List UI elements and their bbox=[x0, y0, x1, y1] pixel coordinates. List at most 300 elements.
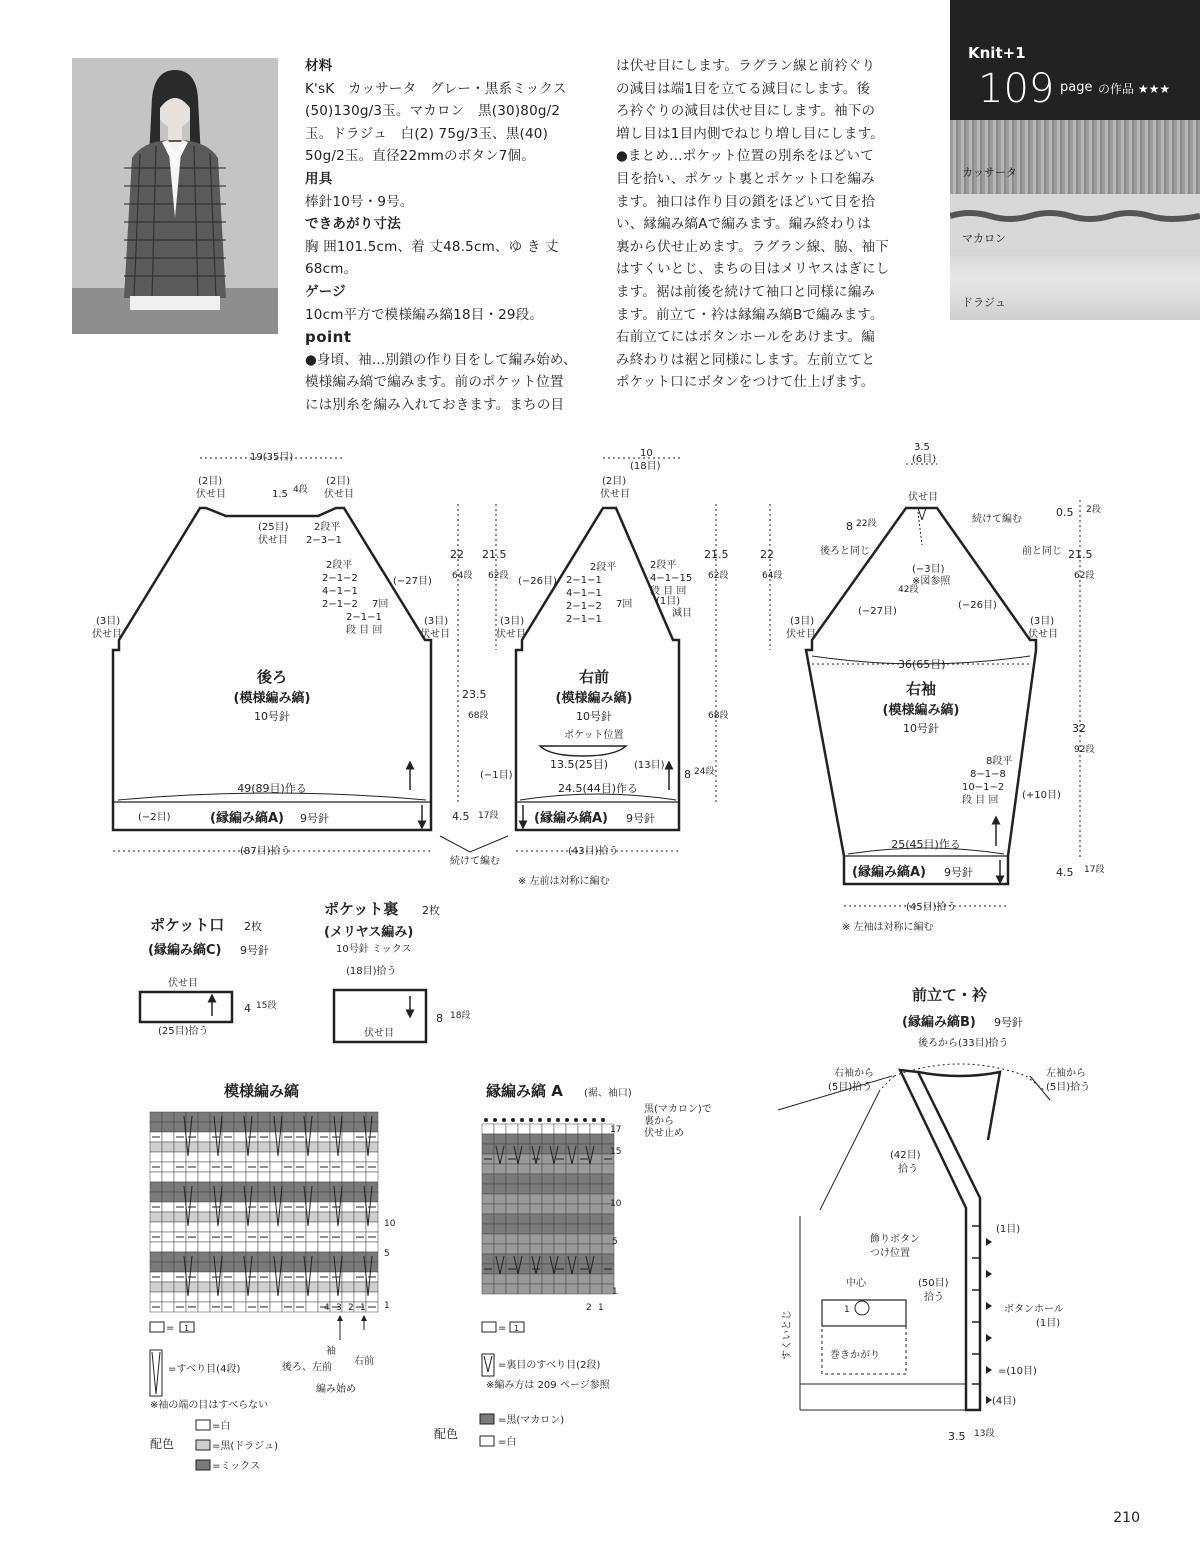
chart-cell bbox=[174, 1142, 186, 1152]
chart-cell bbox=[590, 1184, 602, 1194]
legend-label: =白 bbox=[498, 1437, 517, 1448]
chart-cell bbox=[494, 1174, 506, 1184]
materials-line: (50)130g/3玉。マカロン 黒(30)80g/2 bbox=[305, 103, 561, 120]
dim-label: (3目) bbox=[424, 616, 449, 627]
chart-cell bbox=[566, 1134, 578, 1144]
chart-cell bbox=[210, 1142, 222, 1152]
chart-cell bbox=[602, 1134, 614, 1144]
dim-label: 2−1−1 bbox=[566, 614, 602, 625]
chart-cell bbox=[602, 1214, 614, 1224]
chart-cell bbox=[222, 1172, 234, 1182]
dim-label: 後ろと同じ bbox=[820, 546, 870, 557]
chart-cell bbox=[270, 1292, 282, 1302]
chart-cell bbox=[578, 1234, 590, 1244]
chart-cell bbox=[506, 1164, 518, 1174]
chart-cell bbox=[494, 1284, 506, 1294]
chart-cell bbox=[258, 1152, 270, 1162]
dim-label: 19(35目) bbox=[250, 452, 294, 463]
back-piece bbox=[92, 451, 450, 857]
chart-cell bbox=[554, 1164, 566, 1174]
cast-on-label: 25(45目)作る bbox=[891, 838, 961, 851]
row-number: 5 bbox=[384, 1249, 390, 1259]
chart-cell bbox=[590, 1274, 602, 1284]
dim-label: (25目) bbox=[258, 522, 289, 533]
chart-cell bbox=[270, 1212, 282, 1222]
chart-cell bbox=[342, 1262, 354, 1272]
chart-cell bbox=[554, 1254, 566, 1264]
chart-cell bbox=[270, 1162, 282, 1172]
chart-cell bbox=[566, 1284, 578, 1294]
chart-cell bbox=[542, 1134, 554, 1144]
dim-label: (3目) bbox=[96, 616, 121, 627]
section-subtitle: (縁編み縞B) bbox=[902, 1015, 976, 1030]
chart-cell bbox=[506, 1254, 518, 1264]
dim-label: 前と同じ bbox=[1022, 546, 1062, 557]
chart-cell bbox=[270, 1232, 282, 1242]
dim-label: 64段 bbox=[452, 571, 473, 581]
dim-label: 右袖から bbox=[834, 1068, 874, 1079]
chart-cell bbox=[294, 1192, 306, 1202]
chart-cell bbox=[162, 1142, 174, 1152]
chart-cell bbox=[342, 1182, 354, 1192]
chart-cell bbox=[354, 1292, 366, 1302]
chart-cell bbox=[554, 1124, 566, 1134]
dim-label: (13目) bbox=[634, 760, 665, 771]
chart-cell bbox=[354, 1172, 366, 1182]
dim-label: つけ位置 bbox=[870, 1248, 910, 1259]
dim-label: (5目)拾う bbox=[828, 1082, 873, 1093]
piece-pattern: (模様編み縞) bbox=[882, 703, 960, 718]
chart-cell bbox=[198, 1282, 210, 1292]
section-title: ポケット口 bbox=[150, 916, 225, 934]
chart-cell bbox=[590, 1284, 602, 1294]
dim-label: (43目)拾う bbox=[568, 846, 619, 857]
chart-cell bbox=[246, 1192, 258, 1202]
chart-cell bbox=[150, 1152, 162, 1162]
chart-cell bbox=[354, 1262, 366, 1272]
chart-cell bbox=[354, 1222, 366, 1232]
chart-cell bbox=[494, 1124, 506, 1134]
section-title: 縁編み縞 A bbox=[486, 1082, 563, 1100]
dim-label: (−27目) bbox=[858, 606, 897, 617]
chart-cell bbox=[566, 1274, 578, 1284]
chart-cell bbox=[162, 1132, 174, 1142]
brand-label: Knit+1 bbox=[968, 44, 1026, 62]
bind-off-mark bbox=[511, 1118, 515, 1122]
chart-cell bbox=[198, 1302, 210, 1312]
chart-cell bbox=[590, 1224, 602, 1234]
chart-cell bbox=[554, 1284, 566, 1294]
gauge-heading: ゲージ bbox=[305, 283, 346, 300]
instruction-line: 裏から伏せ止めます。ラグラン線、脇、袖下 bbox=[616, 238, 889, 255]
chart-cell bbox=[150, 1172, 162, 1182]
chart-cell bbox=[354, 1122, 366, 1132]
chart-cell bbox=[162, 1282, 174, 1292]
dim-label: 21.5 bbox=[704, 548, 729, 561]
chart-cell bbox=[318, 1292, 330, 1302]
chart-cell bbox=[294, 1282, 306, 1292]
legend-label: =黒(ドラジュ) bbox=[212, 1441, 278, 1452]
chart-cell bbox=[210, 1242, 222, 1252]
cast-on-label: 24.5(44目)作る bbox=[557, 782, 639, 795]
point-line: には別糸を編み入れておきます。まちの目 bbox=[305, 396, 565, 413]
row-number: 1 bbox=[384, 1301, 390, 1311]
chart-cell bbox=[318, 1182, 330, 1192]
dim-label: ※図参照 bbox=[912, 576, 951, 587]
bind-off-mark bbox=[529, 1118, 533, 1122]
chart-cell bbox=[554, 1234, 566, 1244]
chart-cell bbox=[306, 1162, 318, 1172]
chart-cell bbox=[162, 1272, 174, 1282]
border-label: (縁編み縞A) bbox=[852, 865, 926, 880]
dim-label: (−3目) bbox=[912, 564, 945, 575]
chart-cell bbox=[482, 1274, 494, 1284]
chart-cell bbox=[530, 1134, 542, 1144]
chart-cell bbox=[294, 1152, 306, 1162]
chart-cell bbox=[494, 1184, 506, 1194]
dim-label: 段 目 回 bbox=[346, 625, 383, 636]
legend-label: =裏目のすべり目(2段) bbox=[498, 1360, 601, 1371]
dim-label: 15段 bbox=[256, 1001, 277, 1011]
chart-cell bbox=[530, 1184, 542, 1194]
chart-cell bbox=[318, 1282, 330, 1292]
chart-cell bbox=[234, 1142, 246, 1152]
tools-heading: 用具 bbox=[305, 170, 333, 187]
dim-label: 伏せ目 bbox=[92, 629, 122, 640]
dim-label: (25目)拾う bbox=[158, 1026, 209, 1037]
chart-cell bbox=[354, 1212, 366, 1222]
chart-cell bbox=[258, 1242, 270, 1252]
chart-cell bbox=[578, 1124, 590, 1134]
note-label: ※ 左袖は対称に編む bbox=[842, 922, 934, 933]
chart-cell bbox=[578, 1204, 590, 1214]
chart-cell bbox=[174, 1172, 186, 1182]
chart-cell bbox=[506, 1194, 518, 1204]
dim-label: 左袖から bbox=[1046, 1068, 1086, 1079]
chart-cell bbox=[354, 1142, 366, 1152]
chart-cell bbox=[162, 1302, 174, 1312]
chart-cell bbox=[186, 1242, 198, 1252]
chart-cell bbox=[566, 1224, 578, 1234]
chart-cell bbox=[518, 1124, 530, 1134]
chart-cell bbox=[234, 1282, 246, 1292]
chart-cell bbox=[354, 1192, 366, 1202]
chart-cell bbox=[482, 1184, 494, 1194]
chart-cell bbox=[542, 1274, 554, 1284]
chart-cell bbox=[234, 1172, 246, 1182]
yarn-label: カッサータ bbox=[962, 166, 1017, 179]
col-number: 1 bbox=[598, 1303, 604, 1313]
dim-label: 8 bbox=[684, 768, 691, 781]
dim-label: 3.5 bbox=[914, 442, 930, 453]
chart-cell bbox=[198, 1192, 210, 1202]
chart-cell bbox=[162, 1172, 174, 1182]
chart-cell bbox=[506, 1124, 518, 1134]
dim-label: 7回 bbox=[616, 599, 633, 610]
chart-cell bbox=[162, 1152, 174, 1162]
chart-cell bbox=[530, 1254, 542, 1264]
chart-cell bbox=[578, 1284, 590, 1294]
dim-label: 伏せ目 bbox=[196, 489, 226, 500]
chart-cell bbox=[342, 1132, 354, 1142]
chart-cell bbox=[366, 1262, 378, 1272]
chart-cell bbox=[258, 1172, 270, 1182]
chart-cell bbox=[318, 1122, 330, 1132]
chart-cell bbox=[506, 1174, 518, 1184]
dim-label: (−27目) bbox=[393, 576, 432, 587]
chart-cell bbox=[246, 1262, 258, 1272]
chart-cell bbox=[150, 1142, 162, 1152]
chart-cell bbox=[494, 1194, 506, 1204]
point-heading: point bbox=[305, 328, 352, 347]
dim-label: 4 bbox=[244, 1002, 251, 1015]
chart-cell bbox=[234, 1122, 246, 1132]
chart-cell bbox=[258, 1122, 270, 1132]
chart-cell bbox=[530, 1284, 542, 1294]
legend-heading: 配色 bbox=[150, 1437, 175, 1451]
chart-cell bbox=[282, 1172, 294, 1182]
dim-label: 92段 bbox=[1074, 745, 1095, 755]
dim-label: (1目) bbox=[996, 1224, 1021, 1235]
chart-cell bbox=[542, 1184, 554, 1194]
chart-cell bbox=[530, 1244, 542, 1254]
bind-off-mark bbox=[538, 1118, 542, 1122]
right-front-piece bbox=[440, 448, 714, 887]
chart-cell bbox=[506, 1224, 518, 1234]
chart-cell bbox=[578, 1174, 590, 1184]
chart-cell bbox=[318, 1152, 330, 1162]
dim-label: 飾りボタン bbox=[870, 1234, 920, 1245]
difficulty-rating: の作品 ★★★ bbox=[1098, 82, 1171, 96]
chart-cell bbox=[234, 1202, 246, 1212]
chart-cell bbox=[270, 1182, 282, 1192]
instruction-line: は伏せ目にします。ラグラン線と前衿ぐり bbox=[616, 58, 876, 74]
chart-cell bbox=[246, 1242, 258, 1252]
chart-cell bbox=[518, 1134, 530, 1144]
chart-cell bbox=[578, 1274, 590, 1284]
chart-cell bbox=[282, 1262, 294, 1272]
dim-label: 23.5 bbox=[462, 688, 487, 701]
chart-cell bbox=[222, 1152, 234, 1162]
chart-cell bbox=[270, 1302, 282, 1312]
chart-cell bbox=[366, 1122, 378, 1132]
chart-cell bbox=[518, 1274, 530, 1284]
chart-cell bbox=[342, 1222, 354, 1232]
chart-cell bbox=[246, 1122, 258, 1132]
materials-heading: 材料 bbox=[305, 58, 333, 74]
chart-cell bbox=[506, 1214, 518, 1224]
dim-label: (18目)拾う bbox=[346, 966, 397, 977]
piece-needle: 10号針 bbox=[254, 710, 290, 723]
chart-cell bbox=[306, 1172, 318, 1182]
chart-cell bbox=[210, 1152, 222, 1162]
front-band-collar bbox=[778, 986, 1090, 1443]
dim-label: (3目) bbox=[790, 616, 815, 627]
border-needle: 9号針 bbox=[944, 866, 973, 879]
chart-label: 編み始め bbox=[316, 1384, 356, 1395]
chart-cell bbox=[518, 1184, 530, 1194]
chart-cell bbox=[222, 1252, 234, 1262]
page-number: 210 bbox=[1113, 1510, 1140, 1526]
legend-label: = bbox=[166, 1323, 175, 1334]
dim-label: (−26目) bbox=[958, 600, 997, 611]
dim-label: 4段 bbox=[293, 485, 308, 495]
chart-cell bbox=[518, 1194, 530, 1204]
dim-label: 2−1−1 bbox=[346, 612, 382, 623]
chart-cell bbox=[222, 1182, 234, 1192]
border-needle: 9号針 bbox=[300, 812, 329, 825]
dim-label: ボタンホール bbox=[1004, 1304, 1064, 1315]
legend-label: =白 bbox=[212, 1421, 231, 1432]
legend-label: =すべり目(4段) bbox=[168, 1364, 241, 1375]
chart-cell bbox=[602, 1184, 614, 1194]
chart-label: 裏から bbox=[644, 1116, 674, 1127]
row-number: 10 bbox=[610, 1199, 622, 1209]
chart-cell bbox=[542, 1174, 554, 1184]
chart-cell bbox=[482, 1174, 494, 1184]
chart-cell bbox=[590, 1204, 602, 1214]
piece-title: 右袖 bbox=[905, 680, 937, 698]
chart-cell bbox=[542, 1224, 554, 1234]
chart-cell bbox=[578, 1184, 590, 1194]
chart-cell bbox=[318, 1112, 330, 1122]
chart-cell bbox=[590, 1254, 602, 1264]
page-word: page bbox=[1060, 80, 1093, 95]
chart-cell bbox=[234, 1302, 246, 1312]
dim-label: 拾う bbox=[898, 1164, 918, 1175]
chart-cell bbox=[162, 1202, 174, 1212]
dim-label: 巻きかがり bbox=[830, 1350, 880, 1361]
chart-cell bbox=[318, 1222, 330, 1232]
chart-cell bbox=[258, 1262, 270, 1272]
chart-cell bbox=[554, 1194, 566, 1204]
dim-label: 伏せ目 bbox=[1028, 629, 1058, 640]
needle-label: 10号針 ミックス bbox=[336, 944, 412, 955]
chart-cell bbox=[258, 1112, 270, 1122]
piece-needle: 10号針 bbox=[576, 710, 612, 723]
dim-label: 42段 bbox=[898, 585, 919, 595]
chart-cell bbox=[198, 1172, 210, 1182]
chart-cell bbox=[602, 1174, 614, 1184]
count-label: 2枚 bbox=[422, 904, 440, 917]
dim-label: 32 bbox=[1072, 722, 1086, 735]
page-ref-number: 109 bbox=[978, 66, 1055, 112]
chart-cell bbox=[342, 1212, 354, 1222]
chart-cell bbox=[222, 1122, 234, 1132]
dim-label: (1目) bbox=[656, 596, 681, 607]
dim-label: 伏せ目 bbox=[496, 629, 526, 640]
chart-cell bbox=[186, 1172, 198, 1182]
chart-cell bbox=[234, 1212, 246, 1222]
dim-label: 22段 bbox=[856, 519, 877, 529]
chart-cell bbox=[162, 1262, 174, 1272]
dim-label: 24段 bbox=[694, 767, 715, 777]
chart-cell bbox=[294, 1122, 306, 1132]
chart-cell bbox=[210, 1112, 222, 1122]
chart-cell bbox=[530, 1224, 542, 1234]
chart-cell bbox=[530, 1234, 542, 1244]
chart-cell bbox=[530, 1144, 542, 1154]
chart-cell bbox=[222, 1142, 234, 1152]
chart-cell bbox=[222, 1112, 234, 1122]
chart-cell bbox=[318, 1262, 330, 1272]
chart-cell bbox=[150, 1282, 162, 1292]
chart-cell bbox=[542, 1284, 554, 1294]
dim-label: (2目) bbox=[326, 476, 351, 487]
dim-label: 4−1−15 bbox=[650, 573, 693, 584]
chart-label: 後ろ、左前 bbox=[282, 1362, 332, 1373]
chart-cell bbox=[330, 1172, 342, 1182]
cast-on-label: 49(89目)作る bbox=[237, 782, 307, 795]
dim-label: 2−1−2 bbox=[322, 573, 358, 584]
chart-cell bbox=[174, 1282, 186, 1292]
chart-cell bbox=[554, 1274, 566, 1284]
dim-label: 62段 bbox=[708, 571, 729, 581]
chart-cell bbox=[566, 1204, 578, 1214]
dim-label: =(10目) bbox=[998, 1366, 1037, 1377]
dim-label: 8段平 bbox=[986, 756, 1013, 767]
chart-cell bbox=[530, 1174, 542, 1184]
chart-cell bbox=[150, 1222, 162, 1232]
dim-label: 8 bbox=[846, 520, 853, 533]
dim-label: (18目) bbox=[630, 461, 661, 472]
instruction-line: 右前立てにはボタンホールをあけます。編 bbox=[616, 329, 875, 346]
chart-cell bbox=[590, 1174, 602, 1184]
chart-cell bbox=[150, 1242, 162, 1252]
chart-cell bbox=[162, 1292, 174, 1302]
chart-cell bbox=[578, 1244, 590, 1254]
materials-line: K'sK カッサータ グレー・黒系ミックス bbox=[305, 80, 567, 97]
chart-cell bbox=[234, 1232, 246, 1242]
chart-cell bbox=[282, 1242, 294, 1252]
chart-cell bbox=[342, 1282, 354, 1292]
chart-cell bbox=[482, 1134, 494, 1144]
chart-cell bbox=[366, 1192, 378, 1202]
instruction-line: ます。裾は前後を続けて袖口と同様に編み bbox=[616, 283, 876, 300]
chart-cell bbox=[566, 1244, 578, 1254]
chart-cell bbox=[246, 1172, 258, 1182]
chart-cell bbox=[566, 1174, 578, 1184]
chart-cell bbox=[506, 1244, 518, 1254]
chart-cell bbox=[270, 1252, 282, 1262]
instruction-line: の減目は端1目を立てる減目にします。後 bbox=[616, 80, 871, 97]
section-title: 前立て・衿 bbox=[912, 986, 988, 1004]
chart-cell bbox=[590, 1234, 602, 1244]
dim-label: 18段 bbox=[450, 1011, 471, 1021]
dim-label: 62段 bbox=[1074, 571, 1095, 581]
tools-line: 棒針10号・9号。 bbox=[305, 193, 414, 210]
chart-cell bbox=[198, 1292, 210, 1302]
dim-label: 伏せ目 bbox=[786, 629, 816, 640]
chart-cell bbox=[342, 1192, 354, 1202]
dim-label: (2目) bbox=[602, 476, 627, 487]
legend-label: = bbox=[498, 1323, 507, 1334]
chart-cell bbox=[150, 1292, 162, 1302]
chart-cell bbox=[318, 1142, 330, 1152]
chart-cell bbox=[554, 1214, 566, 1224]
chart-cell bbox=[282, 1252, 294, 1262]
chart-cell bbox=[542, 1144, 554, 1154]
chart-cell bbox=[590, 1214, 602, 1224]
dim-label: 22 bbox=[450, 548, 464, 561]
chart-cell bbox=[270, 1222, 282, 1232]
chart-cell bbox=[602, 1254, 614, 1264]
chart-cell bbox=[566, 1144, 578, 1154]
chart-cell bbox=[318, 1242, 330, 1252]
dim-label: (5目)拾う bbox=[1046, 1082, 1091, 1093]
chart-cell bbox=[174, 1192, 186, 1202]
chart-cell bbox=[318, 1192, 330, 1202]
